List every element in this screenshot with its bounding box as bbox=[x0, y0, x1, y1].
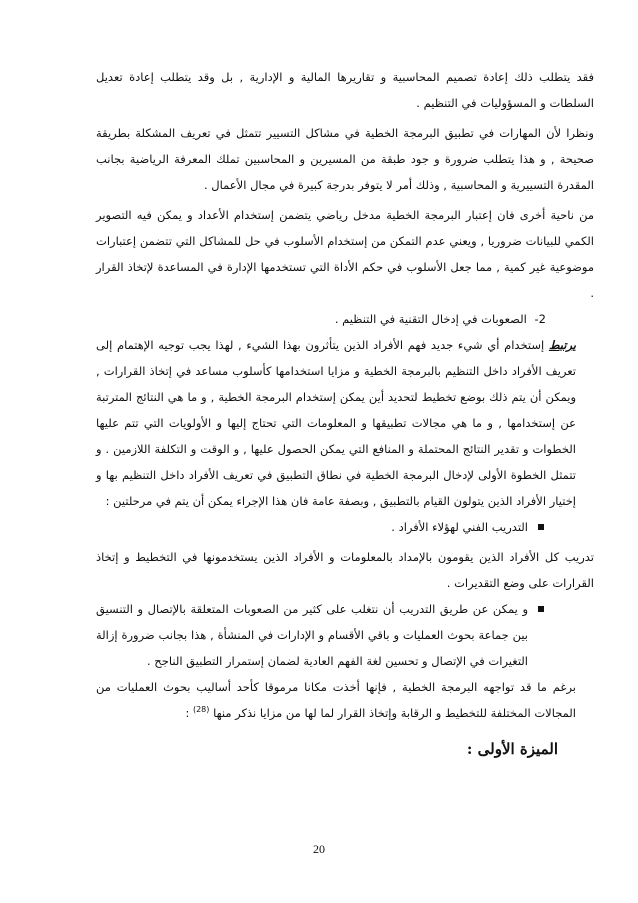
section-heading bbox=[96, 306, 546, 332]
footnote-reference: (28) bbox=[192, 705, 210, 715]
paragraph-5: تدريب كل الأفراد الذين يقومون بالإمداد بالمعلومات و الأفراد الذين يستخدمونها في التخطيط و إتخاذ القرارات على وضع التقديرات . bbox=[96, 550, 594, 590]
subheading-first-advantage: الميزة الأولى : bbox=[466, 740, 558, 758]
paragraph-6-text: برغم ما قد تواجهه البرمجة الخطية , فإنها أخذت مكانا مرموقا كأحد أساليب بحوث العمليات من المجالات المختلفة للتخطيط و الرقابة وإتخاذ القرار لما لها من مزايا نذكر منها bbox=[96, 680, 576, 720]
paragraph-4-lead: يرتبط bbox=[548, 338, 577, 352]
paragraph-2: ونظرا لأن المهارات في تطبيق البرمجة الخطية في مشاكل التسيير تتمثل في تعريف المشكلة بطريقة صحيحة , و هذا يتطلب ضرورة و جود طبقة من المسيرين و المحاسبين تملك المعرفة الرياضية بجانب المقدرة التسييرية و المحاسبية , وذلك أمر لا يتوفر بدرجة كبيرة في مجال الأعمال . bbox=[96, 126, 594, 192]
paragraph-4 bbox=[96, 332, 594, 514]
section-number: 2- bbox=[534, 312, 546, 326]
section-title: الصعوبات في إدخال التقنية في التنظيم . bbox=[334, 312, 527, 326]
paragraph-6 bbox=[96, 674, 594, 726]
paragraph-4-text: إستخدام أي شيء جديد فهم الأفراد الذين يتأثرون بهذا الشيء , لهذا يجب توجيه الإهتمام إلى تعريف الأفراد داخل التنظيم بالبرمجة الخطية و مزايا استخدامها كأسلوب مساعد في إتخاذ القرارات , ويمكن أن يتم ذلك بوضع تخطيط لتحديد أين يمكن إستخدام البرمجة الخطية , و ما هي النتائج المترتبة عن إستخدامها , و ما هي مجالات تطبيقها و المعلومات التي تحتاج إليها و الأولويات التي تتم عليها الخطوات و تقدير النتائج المحتملة و المنافع التي يمكن الحصول عليها , و الوقت و التكلفة اللازمين . و تتمثل الخطوة الأولى لإدخال البرمجة الخطية في نطاق التطبيق في تعريف الأفراد داخل التنظيم بها و إختيار الأفراد الذين يتولون القيام بالتطبيق , وبصفة عامة فان هذا الإجراء يمكن أن يتم في مرحلتين : bbox=[96, 338, 576, 508]
paragraph-3: من ناحية أخرى فان إعتبار البرمجة الخطية مدخل رياضي يتضمن إستخدام الأعداد و يمكن فيه التصوير الكمي للبيانات ضروريا , ويعني عدم التمكن من إستخدام الأسلوب في حل للمشاكل التي تتضمن إعتبارات موضوعية غير كمية , مما جعل الأسلوب في حكم الأداة التي تستخدمها الإدارة في المساعدة لإتخاذ القرار . bbox=[96, 208, 594, 300]
bullet-item-1: التدريب الفني لهؤلاء الأفراد . bbox=[96, 514, 546, 540]
paragraph-1: فقد يتطلب ذلك إعادة تصميم المحاسبية و تقاريرها المالية و الإدارية , بل وقد يتطلب إعادة تعديل السلطات و المسؤوليات في التنظيم . bbox=[96, 70, 594, 110]
paragraph-6-end: : bbox=[185, 706, 190, 720]
bullet-item-2: و يمكن عن طريق التدريب أن نتغلب على كثير من الصعوبات المتعلقة بالإتصال و التنسيق بين جماعة بحوث العمليات و باقي الأقسام و الإدارات في المنشأة , هذا بجانب ضرورة إزالة التغيرات في الإتصال و تحسين لغة الفهم العادية لضمان إستمرار التطبيق الناجح . bbox=[96, 596, 546, 674]
page-body bbox=[96, 64, 594, 777]
page-number: 20 bbox=[313, 842, 325, 856]
